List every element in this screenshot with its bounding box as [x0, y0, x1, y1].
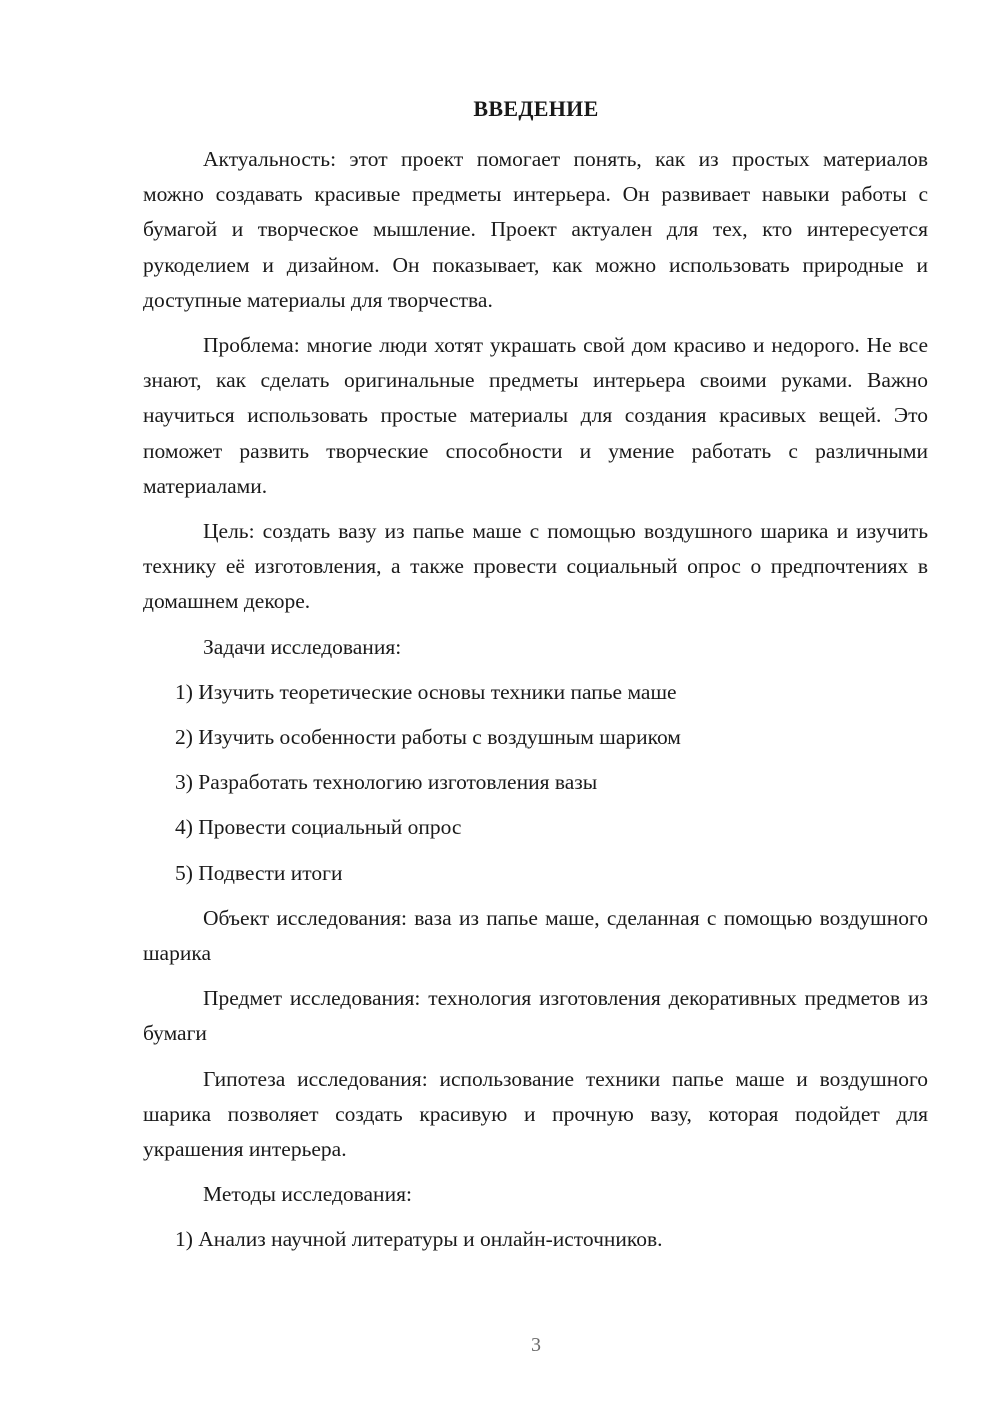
relevance-paragraph: Актуальность: этот проект помогает понять, как из простых материалов можно создавать красивые предметы интерьера. Он развивает навыки работы с бумагой и творческое мышление. Проект актуален для тех, кто интересуется рукоделием и дизайном. Он показывает, как можно использовать природные и доступные материалы для творчества.: [143, 147, 928, 312]
task-item: 4) Провести социальный опрос: [175, 815, 462, 840]
task-item: 3) Разработать технологию изготовления вазы: [175, 770, 598, 795]
task-item: 5) Подвести итоги: [175, 860, 343, 885]
goal-paragraph: Цель: создать вазу из папье маше с помощью воздушного шарика и изучить технику её изготовления, а также провести социальный опрос о предпочтениях в домашнем декоре.: [143, 519, 928, 614]
task-item: 1) Изучить теоретические основы техники папье маше: [175, 679, 677, 704]
body-text: [143, 142, 928, 1268]
problem-paragraph: Проблема: многие люди хотят украшать свой дом красиво и недорого. Не все знают, как сделать оригинальные предметы интерьера своими руками. Важно научиться использовать простые материалы для создания красивых вещей. Это поможет развить творческие способности и умение работать с различными материалами.: [143, 333, 928, 498]
methods-heading: Методы исследования:: [203, 1182, 412, 1207]
hypothesis-paragraph: Гипотеза исследования: использование техники папье маше и воздушного шарика позволяет создать красивую и прочную вазу, которая подойдет для украшения интерьера.: [143, 1066, 928, 1162]
page-number: 3: [531, 1334, 541, 1356]
task-item: 2) Изучить особенности работы с воздушным шариком: [175, 725, 681, 750]
subject-paragraph: Предмет исследования: технология изготовления декоративных предметов из бумаги: [143, 986, 928, 1046]
object-paragraph: Объект исследования: ваза из папье маше, сделанная с помощью воздушного шарика: [143, 905, 928, 966]
method-item: 1) Анализ научной литературы и онлайн-источников.: [175, 1227, 663, 1252]
page-title: ВВЕДЕНИЕ: [473, 96, 599, 121]
tasks-heading: Задачи исследования:: [203, 634, 402, 659]
